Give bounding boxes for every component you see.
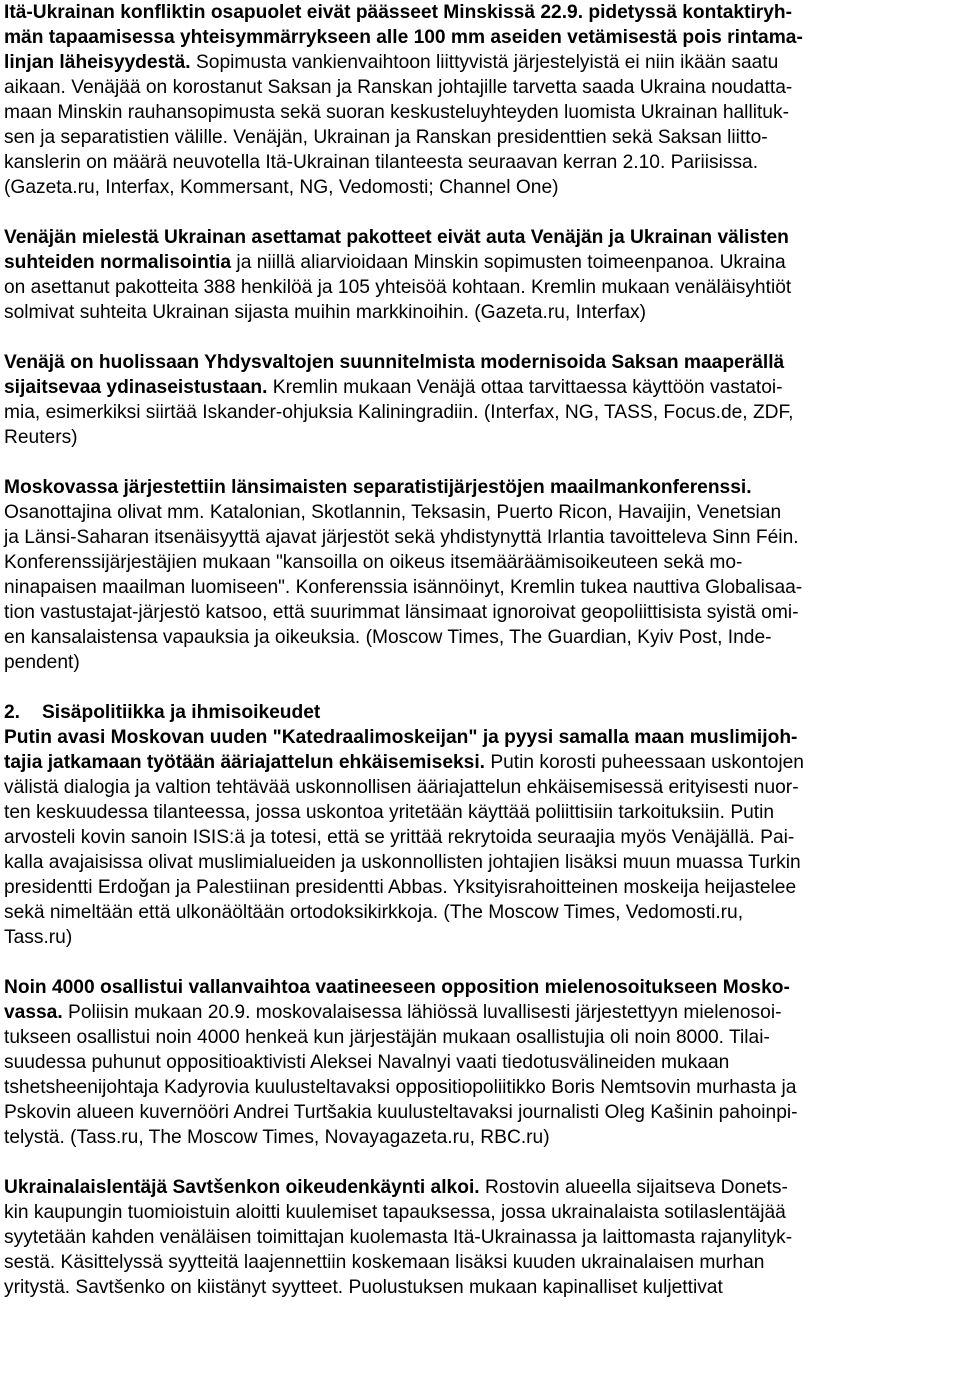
body-text: tshetsheenijohtaja Kadyrovia kuulusteltavaksi oppositiopoliitikko Boris Nemtsovin murhasta ja (4, 1077, 797, 1098)
body-text: telystä. (Tass.ru, The Moscow Times, Novayagazeta.ru, RBC.ru) (4, 1127, 550, 1148)
text-line (4, 550, 956, 575)
body-text: kanslerin on määrä neuvotella Itä-Ukrainan tilanteesta seuraavan kerran 2.10. Pariisissa. (4, 152, 759, 173)
body-text: ten keskuudessa tilanteessa, jossa uskontoa yritetään käyttää poliittisiin tarkoituksiin. Putin (4, 802, 775, 823)
text-line (4, 1200, 956, 1225)
text-line (4, 1250, 956, 1275)
body-text: Pskovin alueen kuvernööri Andrei Turtšakia kuulusteltavaksi journalisti Oleg Kašinin pahoinpi- (4, 1102, 798, 1123)
text-line (4, 825, 956, 850)
bold-headline-text: Moskovassa järjestettiin länsimaisten separatistijärjestöjen maailmankonferenssi. (4, 477, 752, 498)
text-line (4, 775, 956, 800)
bold-headline-text: sijaitsevaa ydinaseistustaan. (4, 377, 268, 398)
text-line (4, 1225, 956, 1250)
bold-headline-text: linjan läheisyydestä. (4, 52, 191, 73)
body-text: suudessa puhunut oppositioaktivisti Aleksei Navalnyi vaati tiedotusvälineiden mukaan (4, 1052, 730, 1073)
text-line (4, 1050, 956, 1075)
text-line (4, 925, 956, 950)
text-line (4, 175, 956, 200)
body-text: Sopimusta vankienvaihtoon liittyvistä järjestelyistä ei niin ikään saatu (190, 52, 779, 73)
body-text: mia, esimerkiksi siirtää Iskander-ohjuksia Kaliningradiin. (Interfax, NG, TASS, Focus.de, ZDF, (4, 402, 794, 423)
text-line (4, 1075, 956, 1100)
text-line (4, 1125, 956, 1150)
text-line (4, 425, 956, 450)
body-text: ja Länsi-Saharan itsenäisyyttä ajavat järjestöt sekä yhdistynyttä Irlantia tavoitteleva Sinn Féin. (4, 527, 799, 548)
body-text: aikaan. Venäjää on korostanut Saksan ja Ranskan johtajille tarvetta saada Ukraina noudatta- (4, 77, 793, 98)
text-line (4, 350, 956, 375)
bold-headline-text: Venäjän mielestä Ukrainan asettamat pakotteet eivät auta Venäjän ja Ukrainan välisten (4, 227, 789, 248)
body-text: arvosteli kovin sanoin ISIS:ä ja totesi, että se yrittää rekrytoida seuraajia myös Venäjällä. Pai- (4, 827, 795, 848)
text-line (4, 375, 956, 400)
body-text: välistä dialogia ja valtion tehtävää uskonnollisen ääriajattelun ehkäisemisessä erityisesti nuor- (4, 777, 799, 798)
text-line (4, 725, 956, 750)
text-line (4, 875, 956, 900)
body-text: Reuters) (4, 427, 78, 448)
body-text: Putin korosti puheessaan uskontojen (485, 752, 804, 773)
article-opposition-rally (4, 975, 956, 1150)
body-text: pendent) (4, 652, 80, 673)
body-text: solmivat suhteita Ukrainan sijasta muihin markkinoihin. (Gazeta.ru, Interfax) (4, 302, 646, 323)
text-line (4, 125, 956, 150)
text-line (4, 1275, 956, 1300)
text-line (4, 525, 956, 550)
text-line (4, 475, 956, 500)
section-heading (4, 700, 956, 725)
body-text: Poliisin mukaan 20.9. moskovalaisessa lähiössä luvallisesti järjestettyyn mielenosoi- (62, 1002, 782, 1023)
bold-headline-text: Venäjä on huolissaan Yhdysvaltojen suunnitelmista modernisoida Saksan maaperällä (4, 352, 785, 373)
bold-headline-text: Noin 4000 osallistui vallanvaihtoa vaatineeseen opposition mielenosoitukseen Mosko- (4, 977, 790, 998)
body-text: sestä. Käsittelyssä syytteitä laajennettiin koskemaan lisäksi kuuden ukrainalaisen murhan (4, 1252, 765, 1273)
body-text: (Gazeta.ru, Interfax, Kommersant, NG, Vedomosti; Channel One) (4, 177, 559, 198)
bold-headline-text: tajia jatkamaan työtään ääriajattelun ehkäisemiseksi. (4, 752, 485, 773)
body-text: tion vastustajat-järjestö katsoo, että suurimmat länsimaat ignoroivat geopoliittisista syistä omi- (4, 602, 799, 623)
text-line (4, 800, 956, 825)
bold-headline-text: Itä-Ukrainan konfliktin osapuolet eivät päässeet Minskissä 22.9. pidetyssä kontaktiryh- (4, 2, 793, 23)
text-line (4, 300, 956, 325)
text-line (4, 1025, 956, 1050)
body-text: ja niillä aliarvioidaan Minskin sopimusten toimeenpanoa. Ukraina (231, 252, 786, 273)
text-line (4, 600, 956, 625)
body-text: kalla avajaisissa olivat muslimialueiden ja uskonnollisten johtajien lisäksi muun muassa Turkin (4, 852, 801, 873)
text-line (4, 25, 956, 50)
text-line (4, 50, 956, 75)
text-line (4, 625, 956, 650)
body-text: sekä nimeltään että ulkonäöltään ortodoksikirkkoja. (The Moscow Times, Vedomosti.ru, (4, 902, 744, 923)
article-savchenko-trial (4, 1175, 956, 1300)
body-text: Konferenssijärjestäjien mukaan "kansoilla on oikeus itsemääräämisoikeuteen sekä mo- (4, 552, 743, 573)
body-text: Rostovin alueella sijaitseva Donets- (479, 1177, 788, 1198)
text-line (4, 225, 956, 250)
bold-headline-text: Putin avasi Moskovan uuden "Katedraalimoskeijan" ja pyysi samalla maan muslimijoh- (4, 727, 798, 748)
body-text: sen ja separatistien välille. Venäjän, Ukrainan ja Ranskan presidenttien sekä Saksan liitto- (4, 127, 768, 148)
text-line (4, 1175, 956, 1200)
text-line (4, 275, 956, 300)
text-line (4, 1100, 956, 1125)
text-line (4, 100, 956, 125)
body-text: tukseen osallistui noin 4000 henkeä kun järjestäjän mukaan osallistujia oli noin 8000. Tilai- (4, 1027, 770, 1048)
bold-headline-text: män tapaamisessa yhteisymmärrykseen alle 100 mm aseiden vetämisestä pois rintama- (4, 27, 803, 48)
bold-headline-text: suhteiden normalisointia (4, 252, 232, 273)
document-page (4, 0, 956, 1300)
text-line (4, 900, 956, 925)
article-separatist-conference (4, 475, 956, 675)
body-text: ninapaisen maailman luomiseen". Konferenssia isännöinyt, Kremlin tukea nauttiva Globalisaa- (4, 577, 803, 598)
body-text: kin kaupungin tuomioistuin aloitti kuulemiset tapauksessa, jossa ukrainalaista sotilaslentäjää (4, 1202, 786, 1223)
body-text: on asettanut pakotteita 388 henkilöä ja 105 yhteisöä kohtaan. Kremlin mukaan venäläisyhtiöt (4, 277, 792, 298)
body-text: en kansalaistensa vapauksia ja oikeuksia. (Moscow Times, The Guardian, Kyiv Post, Inde- (4, 627, 772, 648)
text-line (4, 75, 956, 100)
body-text: presidentti Erdoğan ja Palestiinan presidentti Abbas. Yksityisrahoitteinen moskeija heijastelee (4, 877, 797, 898)
text-line (4, 650, 956, 675)
article-us-nuclear-germany (4, 350, 956, 450)
article-ukraine-sanctions (4, 225, 956, 325)
body-text: maan Minskin rauhansopimusta sekä suoran keskusteluyhteyden luomista Ukrainan hallituk- (4, 102, 789, 123)
body-text: yritystä. Savtšenko on kiistänyt syytteet. Puolustuksen mukaan kapinalliset kuljettivat (4, 1277, 723, 1298)
text-line (4, 250, 956, 275)
article-ukraine-contact-group (4, 0, 956, 200)
bold-headline-text: vassa. (4, 1002, 63, 1023)
text-line (4, 500, 956, 525)
body-text: Kremlin mukaan Venäjä ottaa tarvittaessa käyttöön vastatoi- (267, 377, 783, 398)
text-line (4, 1000, 956, 1025)
text-line (4, 0, 956, 25)
text-line (4, 150, 956, 175)
section-number: 2. (4, 702, 21, 723)
body-text: syytetään kahden venäläisen toimittajan kuolemasta Itä-Ukrainassa ja laittomasta rajanylityk- (4, 1227, 793, 1248)
text-line (4, 400, 956, 425)
body-text: Osanottajina olivat mm. Katalonian, Skotlannin, Teksasin, Puerto Ricon, Havaijin, Venetsian (4, 502, 782, 523)
bold-headline-text: Ukrainalaislentäjä Savtšenkon oikeudenkäynti alkoi. (4, 1177, 480, 1198)
section-title: Sisäpolitiikka ja ihmisoikeudet (42, 702, 321, 723)
text-line (4, 850, 956, 875)
text-line (4, 975, 956, 1000)
article-moscow-mosque (4, 725, 956, 950)
body-text: Tass.ru) (4, 927, 73, 948)
text-line (4, 750, 956, 775)
text-line (4, 575, 956, 600)
